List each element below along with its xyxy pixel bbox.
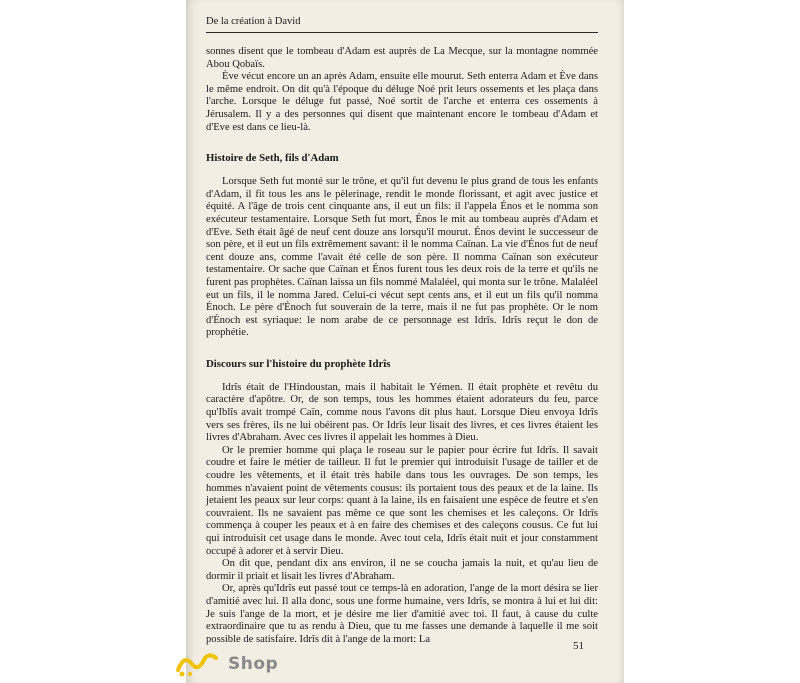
paragraph: sonnes disent que le tombeau d'Adam est auprès de La Mecque, sur la montagne nommée Abou Qobaïs. bbox=[206, 46, 598, 70]
paragraph: On dit que, pendant dix ans environ, il ne se coucha jamais la nuit, et qu'au lieu de dormir il priait et lisait les livres d'Abraham. bbox=[206, 558, 598, 582]
swirl-logo-icon bbox=[176, 650, 224, 678]
page-number: 51 bbox=[573, 640, 584, 652]
paragraph: Or, après qu'Idrîs eut passé tout ce temps-là en adoration, l'ange de la mort désira se lier d'amitié avec lui. Il alla donc, sous une forme humaine, vers Idrîs, se montra à lui et lui dit: Je suis l'ange de la mort, et je désire me lier d'amitié avec toi. Il faut, à cause du culte extraordinaire que tu as rendu à Dieu, que tu me fasses une demande à laquelle il me soit possible de satisfaire. Idrîs dit à l'ange de la mort: La bbox=[206, 583, 598, 645]
paragraph: Idrîs était de l'Hindoustan, mais il habitait le Yémen. Il était prophète et revêtu du caractère d'apôtre. Or, de son temps, tous les hommes étaient adorateurs du feu, parce qu'Iblîs avait trompé Caïn, comme nous l'avons dit plus haut. Lorsque Dieu envoya Idrîs vers ses frères, ils ne lui obéirent pas. Or Idrîs leur lisait des livres, et ces livres étaient les livres d'Abraham. Avec ces livres il appelait les hommes à Dieu. bbox=[206, 381, 598, 444]
section-heading: Histoire de Seth, fils d'Adam bbox=[206, 152, 339, 165]
paragraph: Lorsque Seth fut monté sur le trône, et qu'il fut devenu le plus grand de tous les enfants d'Adam, il fit tous les ans le pèlerinage, rendit le monde florissant, et agit avec justice et équité. A l'âge de trois cent cinquante ans, il eut un fils: il l'appela Énos et le nomma son exécuteur testamentaire. Lorsque Seth fut mort, Énos le mit au tombeau auprès d'Adam et d'Eve. Seth était âgé de neuf cent douze ans lorsqu'il mourut. Énos devint le successeur de son père, et il eut un fils extrêmement savant: il le nomma Caïnan. La vie d'Énos fut de neuf cent douze ans, comme l'avait été celle de son père. Il nomma Caïnan son exécuteur testamentaire. Or sache que Caïnan et Énos furent tous les deux rois de la terre et qu'ils ne furent pas prophètes. Caïnan laissa un fils nommé Malaléel, qui monta sur le trône. Malaléel eut un fils, il le nomma Jared. Celui-ci vécut sept cents ans, et il eut un fils qu'il nomma Énoch. Le père d'Énoch fut souverain de la terre, mais il ne fut pas prophète. Or le nom d'Énoch est syriaque: le nom arabe de ce personnage est Idrîs. Idrîs reçut le don de prophétie. bbox=[206, 176, 598, 339]
page-body bbox=[206, 46, 598, 646]
paragraph: Or le premier homme qui plaça le roseau sur le papier pour écrire fut Idrîs. Il savait coudre et faire le métier de tailleur. Il fut le premier qui introduisit l'usage de tailler et de coudre les vêtements, et il était très habile dans tous les ouvrages. De son temps, les hommes n'avaient point de vêtements cousus: ils portaient tous des peaux et de la laine. Ils jetaient les peaux sur leur corps: quant à la laine, ils en faisaient une espèce de feutre et s'en couvraient. Ils ne savaient pas même ce que sont les chemises et les caleçons. Or Idrîs commença à couper les peaux et à en faire des chemises et des caleçons cousus. Ce fut lui qui introduisit cet usage dans le monde. Avec tout cela, Idrîs était nuit et jour constamment occupé à adorer et à servir Dieu. bbox=[206, 444, 598, 557]
section-heading: Discours sur l'histoire du prophète Idrîs bbox=[206, 357, 391, 370]
header-rule bbox=[206, 32, 598, 33]
shop-logo-text: Shop bbox=[228, 654, 279, 674]
running-head: De la création à David bbox=[206, 16, 301, 27]
paragraph: Ève vécut encore un an après Adam, ensuite elle mourut. Seth enterra Adam et Ève dans le même endroit. On dit qu'à l'époque du déluge Noé prit leurs ossements et les plaça dans l'arche. Lorsque le déluge fut passé, Noé sortit de l'arche et enterra ces ossements à Jérusalem. Il y a des personnes qui disent que maintenant encore le tombeau d'Adam et d'Eve est dans ce lieu-là. bbox=[206, 71, 598, 133]
shop-logo bbox=[176, 650, 296, 680]
